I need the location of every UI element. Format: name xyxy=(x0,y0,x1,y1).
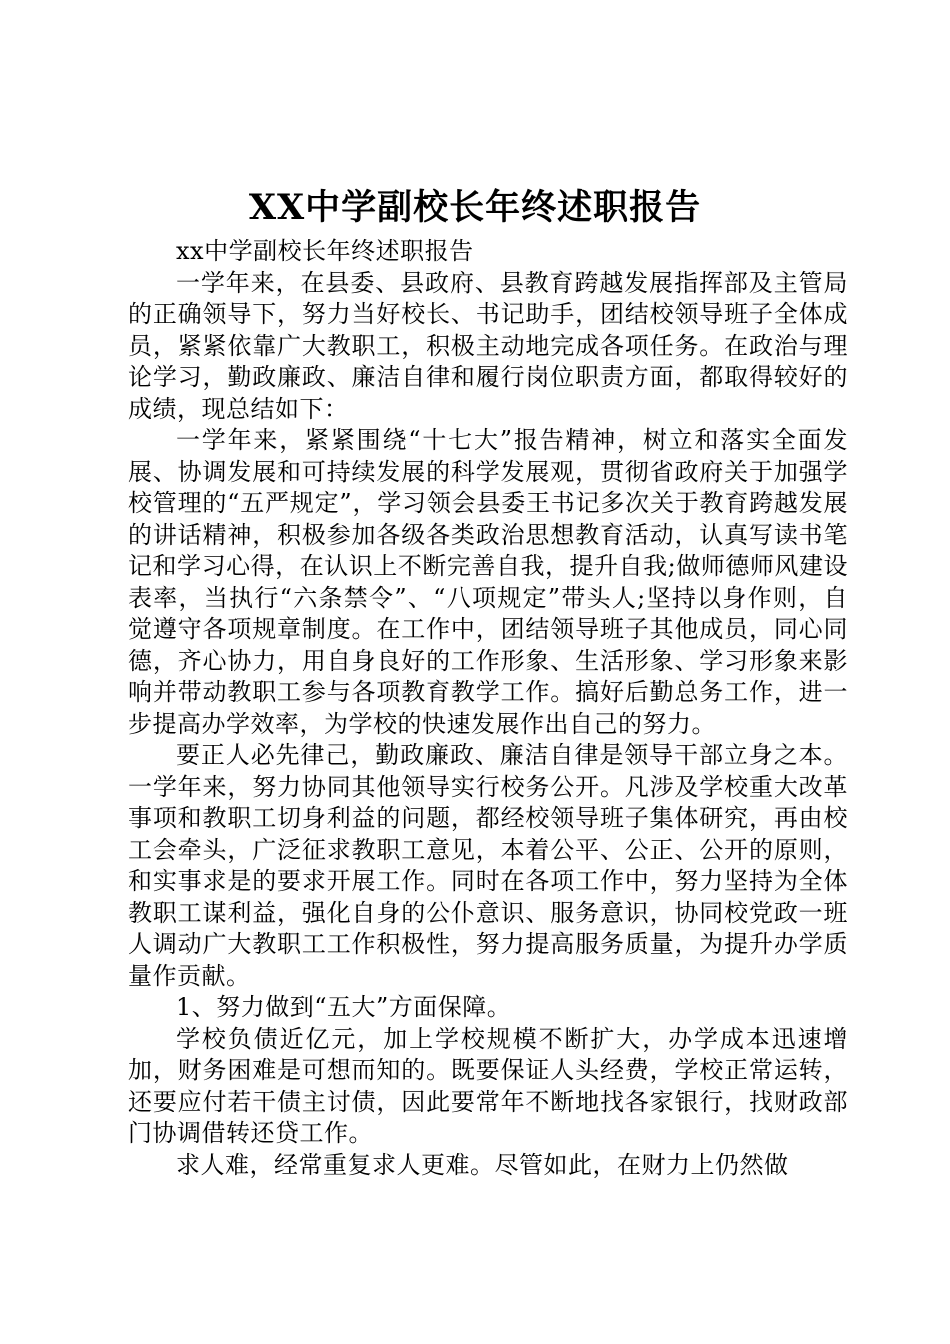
paragraph-continued: 求人难，经常重复求人更难。尽管如此，在财力上仍然做 xyxy=(176,1150,789,1179)
document-body xyxy=(128,236,848,1181)
document-title: XX中学副校长年终述职报告 xyxy=(248,187,702,228)
paragraph-subtitle: xx中学副校长年终述职报告 xyxy=(176,237,474,265)
paragraph-integrity: 要正人必先律己，勤政廉政、廉洁自律是领导干部立身之本。一学年来，努力协同其他领导实行校务公开。凡涉及学校重大改革事项和教职工切身利益的问题，都经校领导班子集体研究，再由校工会牵头，广泛征求教职工意见，本着公平、公正、公开的原则，和实事求是的要求开展工作。同时在各项工作中，努力坚持为全体教职工谋利益，强化自身的公仆意识、服务意识，协同校党政一班人调动广大教职工工作积极性，努力提高服务质量，为提升办学质量作贡献。 xyxy=(128,741,848,990)
paragraph-political-study: 一学年来，紧紧围绕“十七大”报告精神，树立和落实全面发展、协调发展和可持续发展的科学发展观，贯彻省政府关于加强学校管理的“五严规定”，学习领会县委王书记多次关于教育跨越发展的讲话精神，积极参加各级各类政治思想教育活动，认真写读书笔记和学习心得，在认识上不断完善自我，提升自我;做师德师风建设表率，当执行“六条禁令”、“八项规定”带头人;坚持以身作则，自觉遵守各项规章制度。在工作中，团结领导班子其他成员，同心同德，齐心协力，用自身良好的工作形象、生活形象、学习形象来影响并带动教职工参与各项教育教学工作。搞好后勤总务工作，进一步提高办学效率，为学校的快速发展作出自己的努力。 xyxy=(128,426,848,738)
paragraph-section-heading: 1、努力做到“五大”方面保障。 xyxy=(176,993,512,1021)
paragraph-intro: 一学年来，在县委、县政府、县教育跨越发展指挥部及主管局的正确领导下，努力当好校长、书记助手，团结校领导班子全体成员，紧紧依靠广大教职工，积极主动地完成各项任务。在政治与理论学习，勤政廉政、廉洁自律和履行岗位职责方面，都取得较好的成绩，现总结如下： xyxy=(128,268,848,423)
paragraph-finance: 学校负债近亿元，加上学校规模不断扩大，办学成本迅速增加，财务困难是可想而知的。既要保证人头经费，学校正常运转，还要应付若干债主讨债，因此要常年不断地找各家银行，找财政部门协调借转还贷工作。 xyxy=(128,1024,848,1147)
